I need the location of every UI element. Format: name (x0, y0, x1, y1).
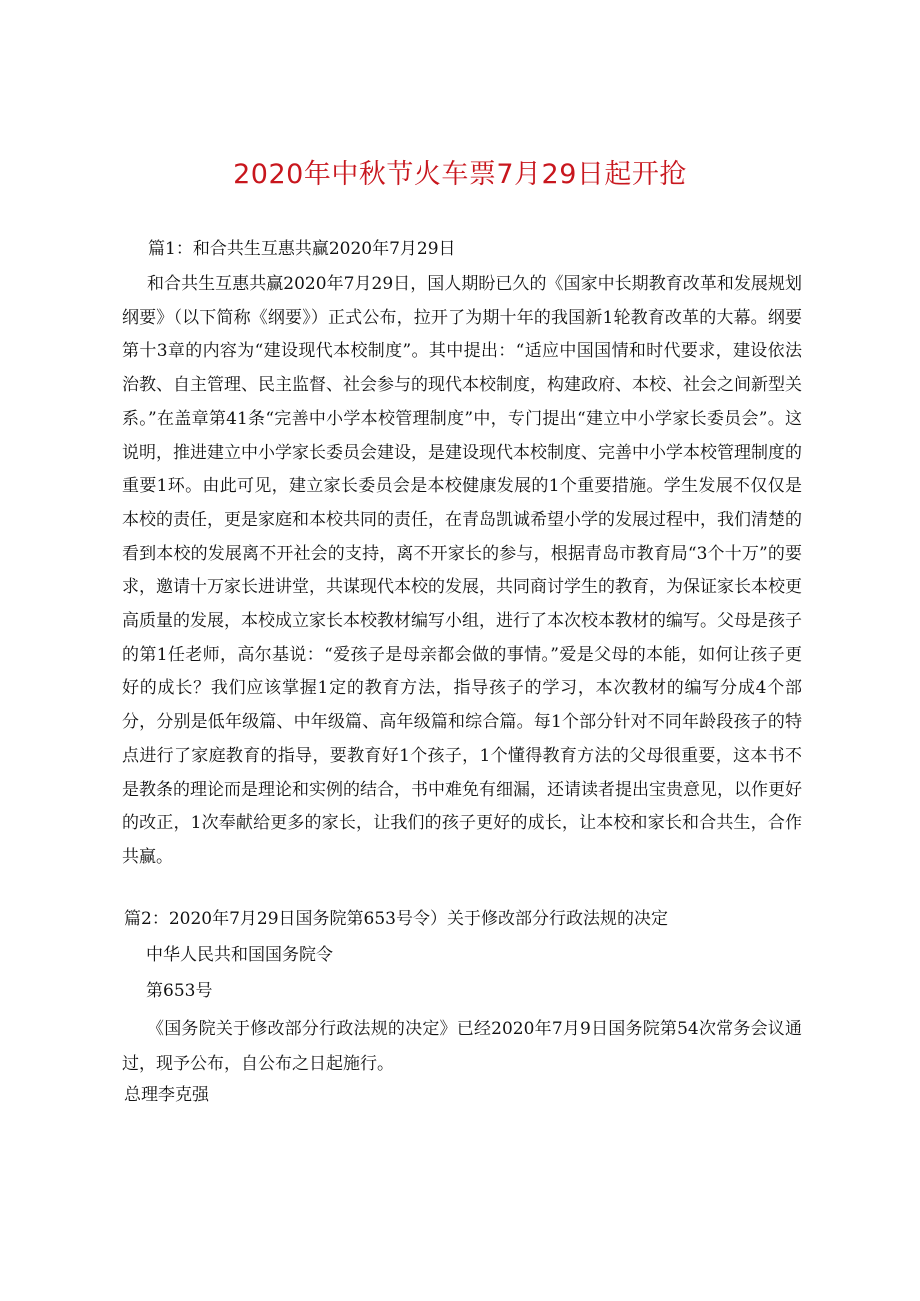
article1-heading: 篇1：和合共生互惠共赢2020年7月29日 (148, 239, 456, 259)
document-title: 2020年中秋节火车票7月29日起开抢 (233, 159, 687, 190)
article1-body: 和合共生互惠共赢2020年7月29日，国人期盼已久的《国家中长期教育改革和发展规划纲要》（以下简称《纲要》）正式公布，拉开了为期十年的我国新1轮教育改革的大幕。纲要第十3章的内容为“建设现代本校制度”。其中提出：“适应中国国情和时代要求，建设依法治教、自主管理、民主监督、社会参与的现代本校制度，构建政府、本校、社会之间新型关系。”在盖章第41条“完善中小学本校管理制度”中，专门提出“建立中小学家长委员会”。这说明，推进建立中小学家长委员会建设，是建设现代本校制度、完善中小学本校管理制度的重要1环。由此可见，建立家长委员会是本校健康发展的1个重要措施。学生发展不仅仅是本校的责任，更是家庭和本校共同的责任，在青岛凯诚希望小学的发展过程中，我们清楚的看到本校的发展离不开社会的支持，离不开家长的参与，根据青岛市教育局“3个十万”的要求，邀请十万家长进讲堂，共谋现代本校的发展，共同商讨学生的教育，为保证家长本校更高质量的发展，本校成立家长本校教材编写小组，进行了本次校本教材的编写。父母是孩子的第1任老师，高尔基说：“爱孩子是母亲都会做的事情。”爱是父母的本能，如何让孩子更好的成长？我们应该掌握1定的教育方法，指导孩子的学习，本次教材的编写分成4个部分，分别是低年级篇、中年级篇、高年级篇和综合篇。每1个部分针对不同年龄段孩子的特点进行了家庭教育的指导，要教育好1个孩子，1个懂得教育方法的父母很重要，这本书不是教条的理论而是理论和实例的结合，书中难免有细漏，还请读者提出宝贵意见，以作更好的改正，1次奉献给更多的家长，让我们的孩子更好的成长，让本校和家长和合共生，合作共赢。 (122, 274, 802, 867)
article2-number: 第653号 (146, 981, 213, 1001)
article2-heading: 篇2：2020年7月29日国务院第653号令）关于修改部分行政法规的决定 (124, 909, 668, 929)
article2-signature: 总理李克强 (124, 1085, 209, 1105)
article2-body: 《国务院关于修改部分行政法规的决定》已经2020年7月9日国务院第54次常务会议通过，现予公布，自公布之日起施行。 (122, 1019, 802, 1074)
article2-issuer: 中华人民共和国国务院令 (146, 945, 333, 965)
